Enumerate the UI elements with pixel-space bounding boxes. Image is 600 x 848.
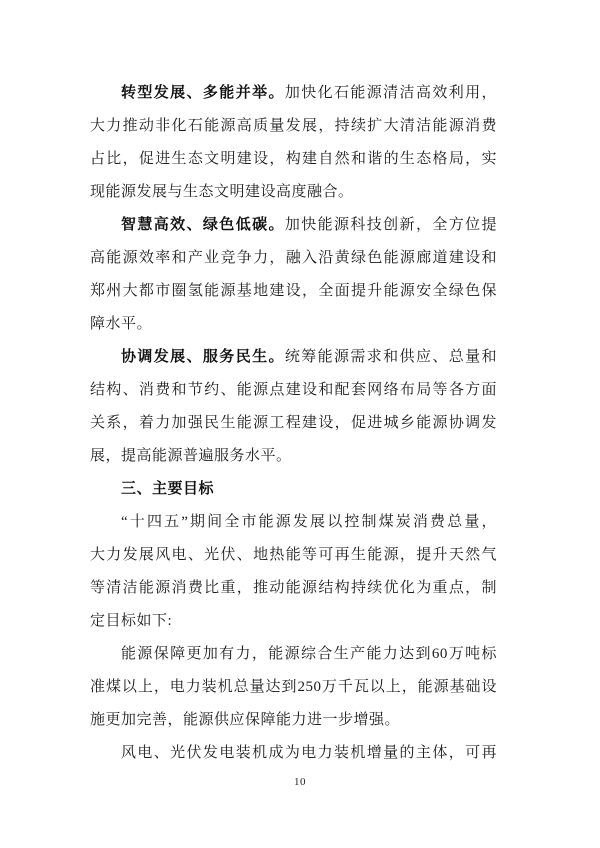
text-line: 定目标如下: [90,613,173,629]
text-line: 智慧高效、绿色低碳。加快能源科技创新，全方位提 [121,217,497,233]
section-heading [90,473,497,506]
text-line: 准煤以上，电力装机总量达到250万千瓦以上，能源基础设 [90,679,497,695]
text-line: 结构、消费和节约、能源点建设和配套网络布局等各方面 [90,382,497,398]
text-line: 风电、光伏发电装机成为电力装机增量的主体，可再 [121,745,497,761]
paragraph-lead: 智慧高效、绿色低碳。 [121,217,285,233]
paragraph-lead: 转型发展、多能并举。 [121,85,285,101]
text-line: 大力发展风电、光伏、地热能等可再生能源，提升天然气 [90,547,497,563]
heading-text: 三、主要目标 [121,481,215,497]
text-line: 占比，促进生态文明建设，构建自然和谐的生态格局，实 [90,151,497,167]
text-line: “十四五”期间全市能源发展以控制煤炭消费总量， [121,514,497,530]
text-line: 施更加完善，能源供应保障能力进一步增强。 [90,712,401,728]
text-line: 高能源效率和产业竞争力，融入沿黄绿色能源廊道建设和 [90,250,497,266]
text-line: 障水平。 [90,316,153,332]
text-line: 大力推动非化石能源高质量发展，持续扩大清洁能源消费 [90,118,497,134]
text-line: 关系，着力加强民生能源工程建设，促进城乡能源协调发 [90,415,497,431]
text-line: 展，提高能源普遍服务水平。 [90,448,292,464]
text-line: 现能源发展与生态文明建设高度融合。 [90,184,354,200]
text-line: 能源保障更加有力，能源综合生产能力达到60万吨标 [121,646,497,662]
page-number: 10 [294,776,306,788]
text-line: 郑州大都市圈氢能源基地建设，全面提升能源安全绿色保 [90,283,497,299]
document-body [90,77,497,770]
text-line: 转型发展、多能并举。加快化石能源清洁高效利用， [121,85,497,101]
text-line: 协调发展、服务民生。统筹能源需求和供应、总量和 [121,349,497,365]
text-line: 等清洁能源消费比重，推动能源结构持续优化为重点，制 [90,580,497,596]
paragraph-lead: 协调发展、服务民生。 [121,349,285,365]
